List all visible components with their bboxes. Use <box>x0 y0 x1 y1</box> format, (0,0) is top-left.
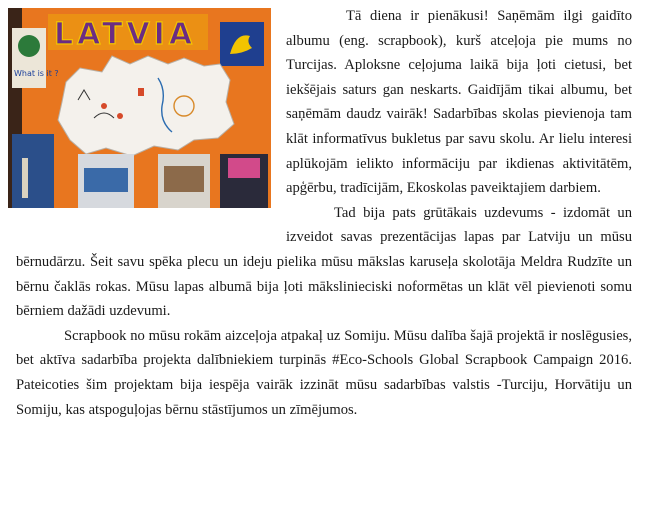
paragraph-3: Scrapbook no mūsu rokām aizceļoja atpakaļ uz Somiju. Mūsu dalība šajā projektā ir noslēgusies, bet aktīva sadarbība projekta dalībniekiem turpinās #Eco-Schools Global Scrapbook Campaign 2016. Pateicoties šim projektam bija iespēja vairāk izzināt mūsu sadarbības valstis -Turciju, Horvātiju un Somiju, kas atspoguļojas bērnu stāstījumos un zīmējumos. <box>16 327 632 418</box>
note-label: What is it ? <box>14 69 59 78</box>
paragraph-1: Tā diena ir pienākusi! Saņēmām ilgi gaidīto albumu (eng. scrapbook), kurš atceļoja pie mums no Turcijas. Aploksne ceļojuma laikā bija ļoti cietusi, bet iekšējais saturs gan neskarts. Gaidījām tikai albumu, bet saņēmām daudz vairāk! Sadarbības skolas pievienoja tam klāt informatīvus bukletus par savu skolu. Ar lielu interesi aplūkojām ielikto informāciju par ikdienas aktivitātēm, apģērbu, tradīcijām, Ekoskolas paveiktajiem darbiem. <box>286 8 632 197</box>
paragraph-2: Tad bija pats grūtākais uzdevums - izdomāt un izveidot savas prezentācijas lapas par Latviju un mūsu bērnudārzu. Šeit savu spēka plecu un ideju pielika mūsu mākslas karuseļa skolotāja Meldra Rudzīte un bērnu čaklās rokas. Mūsu lapas albumā bija ļoti mākslinieciski noformētas un klāt vēl pievienoti somu bērniem dažādi uzdevumi. <box>16 204 632 320</box>
banner-text: LATVIA <box>54 17 197 52</box>
article-body <box>16 4 632 422</box>
